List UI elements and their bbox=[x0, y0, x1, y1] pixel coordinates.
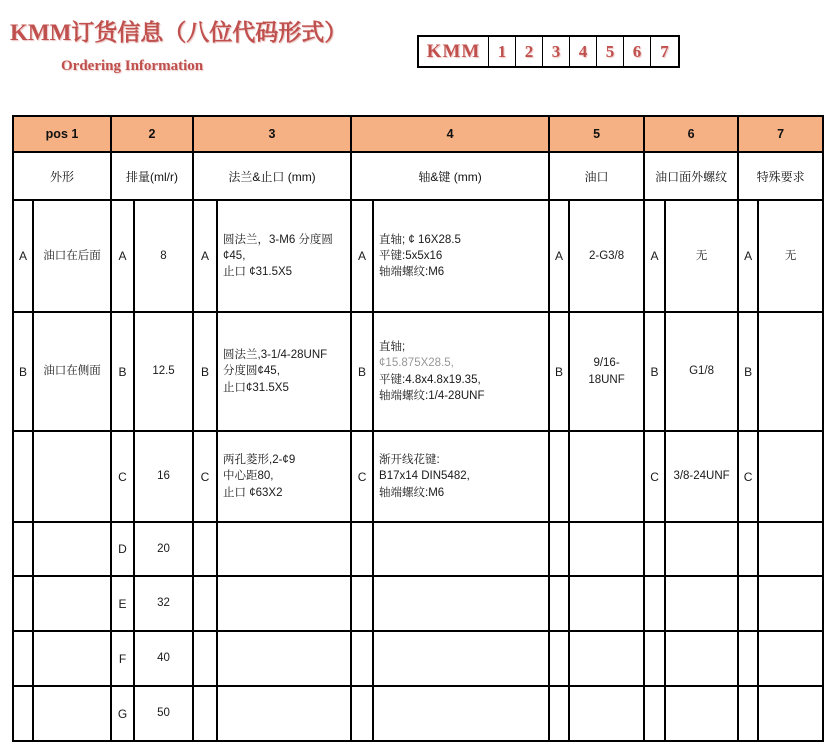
table-row bbox=[13, 522, 823, 576]
row-code-cell bbox=[193, 522, 217, 576]
row-value-cell bbox=[217, 200, 351, 312]
row-value-cell bbox=[33, 200, 111, 312]
row-code-cell: A bbox=[111, 200, 134, 312]
row-code-cell bbox=[351, 576, 373, 631]
row-value-cell bbox=[758, 312, 823, 431]
table-row bbox=[13, 631, 823, 686]
label-header-cell-3: 法兰&止口 (mm) bbox=[193, 152, 351, 200]
row-value-cell bbox=[134, 686, 193, 741]
row-code-cell: B bbox=[644, 312, 665, 431]
cell-text-line: 40 bbox=[157, 652, 170, 665]
row-value-cell bbox=[134, 522, 193, 576]
label-header-cell-7: 特殊要求 bbox=[738, 152, 823, 200]
row-code-cell: B bbox=[549, 312, 569, 431]
row-code-cell: A bbox=[193, 200, 217, 312]
cell-text-line: ¢15.875X28.5, bbox=[379, 357, 454, 370]
row-value-cell bbox=[665, 631, 738, 686]
order-code-digit-2: 2 bbox=[516, 37, 543, 66]
row-code-cell bbox=[13, 431, 33, 522]
pos-header-cell-4: 4 bbox=[351, 116, 549, 152]
order-code-prefix: KMM bbox=[419, 37, 489, 66]
cell-text-line: 无 bbox=[695, 249, 708, 262]
row-code-cell bbox=[13, 631, 33, 686]
row-code-cell: C bbox=[111, 431, 134, 522]
row-value-cell bbox=[569, 631, 644, 686]
row-value-cell bbox=[665, 686, 738, 741]
row-value-cell bbox=[134, 631, 193, 686]
row-code-cell bbox=[13, 576, 33, 631]
row-code-cell: C bbox=[193, 431, 217, 522]
pos-header-cell-5: 5 bbox=[549, 116, 644, 152]
row-code-cell: D bbox=[111, 522, 134, 576]
label-header-cell-6: 油口面外螺纹 bbox=[644, 152, 738, 200]
row-value-cell bbox=[33, 522, 111, 576]
label-header-cell-2: 排量(ml/r) bbox=[111, 152, 193, 200]
row-value-cell bbox=[569, 686, 644, 741]
row-code-cell: B bbox=[193, 312, 217, 431]
pos-header-cell-7: 7 bbox=[738, 116, 823, 152]
row-value-cell bbox=[569, 431, 644, 522]
row-value-cell bbox=[758, 431, 823, 522]
row-code-cell bbox=[644, 686, 665, 741]
row-code-cell: A bbox=[351, 200, 373, 312]
row-code-cell bbox=[738, 576, 758, 631]
pos-header-cell-1: pos 1 bbox=[13, 116, 111, 152]
row-code-cell: F bbox=[111, 631, 134, 686]
cell-text-line: 油口在后面 bbox=[43, 249, 101, 262]
row-code-cell bbox=[738, 686, 758, 741]
order-code-digit-5: 5 bbox=[597, 37, 624, 66]
ordering-table bbox=[12, 115, 824, 742]
row-value-cell bbox=[33, 576, 111, 631]
table-row bbox=[13, 686, 823, 741]
row-value-cell bbox=[665, 431, 738, 522]
row-code-cell bbox=[549, 686, 569, 741]
row-code-cell bbox=[193, 576, 217, 631]
row-code-cell bbox=[549, 576, 569, 631]
cell-text-line: 中心距80, bbox=[223, 470, 274, 483]
cell-text-line: 8 bbox=[160, 249, 167, 262]
row-code-cell bbox=[351, 522, 373, 576]
row-value-cell bbox=[134, 200, 193, 312]
row-value-cell bbox=[33, 431, 111, 522]
cell-text-line: 16 bbox=[157, 470, 170, 483]
cell-text-line: 3/8-24UNF bbox=[673, 470, 730, 483]
page-title: KMM订货信息（八位代码形式） bbox=[10, 20, 348, 45]
row-code-cell: A bbox=[738, 200, 758, 312]
row-value-cell bbox=[665, 200, 738, 312]
cell-text-line: 直轴; bbox=[379, 341, 406, 354]
label-header-row bbox=[13, 152, 823, 200]
table-row bbox=[13, 200, 823, 312]
row-value-cell bbox=[217, 686, 351, 741]
row-code-cell: C bbox=[351, 431, 373, 522]
row-code-cell: E bbox=[111, 576, 134, 631]
cell-text-line: 12.5 bbox=[152, 365, 175, 378]
cell-text-line: 9/16- bbox=[593, 357, 620, 370]
row-code-cell: B bbox=[738, 312, 758, 431]
cell-text-line: 20 bbox=[157, 542, 170, 555]
row-code-cell: A bbox=[13, 200, 33, 312]
page-subtitle: Ordering Information bbox=[61, 58, 204, 74]
row-value-cell bbox=[758, 522, 823, 576]
row-value-cell bbox=[758, 576, 823, 631]
row-value-cell bbox=[217, 312, 351, 431]
row-code-cell: B bbox=[111, 312, 134, 431]
row-value-cell bbox=[758, 631, 823, 686]
row-code-cell bbox=[193, 686, 217, 741]
row-value-cell bbox=[217, 576, 351, 631]
row-value-cell bbox=[665, 576, 738, 631]
pos-header-cell-3: 3 bbox=[193, 116, 351, 152]
row-value-cell bbox=[373, 686, 549, 741]
row-value-cell bbox=[33, 686, 111, 741]
row-code-cell bbox=[738, 631, 758, 686]
cell-text-line: 轴端螺纹:M6 bbox=[379, 486, 445, 499]
row-value-cell bbox=[569, 576, 644, 631]
cell-text-line: 止口¢31.5X5 bbox=[223, 381, 289, 394]
pos-header-cell-6: 6 bbox=[644, 116, 738, 152]
row-value-cell bbox=[569, 312, 644, 431]
order-code-digit-3: 3 bbox=[543, 37, 570, 66]
pos-header-cell-2: 2 bbox=[111, 116, 193, 152]
row-value-cell bbox=[134, 431, 193, 522]
table-row bbox=[13, 431, 823, 522]
row-code-cell bbox=[549, 631, 569, 686]
row-code-cell bbox=[549, 431, 569, 522]
row-code-cell bbox=[13, 686, 33, 741]
row-value-cell bbox=[373, 431, 549, 522]
row-value-cell bbox=[373, 576, 549, 631]
cell-text-line: B17x14 DIN5482, bbox=[379, 470, 470, 483]
row-code-cell: B bbox=[351, 312, 373, 431]
order-code-digit-7: 7 bbox=[660, 41, 669, 61]
row-value-cell bbox=[217, 431, 351, 522]
row-code-cell bbox=[549, 522, 569, 576]
row-value-cell bbox=[569, 522, 644, 576]
cell-text-line: 两孔菱形,2-¢9 bbox=[223, 454, 296, 467]
row-value-cell bbox=[758, 200, 823, 312]
table-row bbox=[13, 576, 823, 631]
cell-text-line: 无 bbox=[784, 249, 797, 262]
row-value-cell bbox=[33, 631, 111, 686]
row-value-cell bbox=[665, 522, 738, 576]
row-value-cell bbox=[373, 312, 549, 431]
cell-text-line: 轴端螺纹:1/4-28UNF bbox=[379, 389, 485, 402]
row-code-cell: A bbox=[644, 200, 665, 312]
row-code-cell bbox=[351, 686, 373, 741]
row-code-cell: A bbox=[549, 200, 569, 312]
label-header-cell-1: 外形 bbox=[13, 152, 111, 200]
row-value-cell bbox=[373, 522, 549, 576]
order-code-digit-6: 6 bbox=[624, 37, 651, 66]
cell-text-line: 轴端螺纹:M6 bbox=[379, 266, 445, 279]
cell-text-line: 50 bbox=[157, 707, 170, 720]
cell-text-line: 32 bbox=[157, 597, 170, 610]
row-value-cell bbox=[33, 312, 111, 431]
row-value-cell bbox=[758, 686, 823, 741]
row-value-cell bbox=[569, 200, 644, 312]
label-header-cell-4: 轴&键 (mm) bbox=[351, 152, 549, 200]
cell-text-line: 18UNF bbox=[588, 373, 625, 386]
row-value-cell bbox=[373, 200, 549, 312]
table-row bbox=[13, 312, 823, 431]
cell-text-line: ¢45, bbox=[223, 249, 246, 262]
label-header-cell-5: 油口 bbox=[549, 152, 644, 200]
cell-text-line: 止口 ¢63X2 bbox=[223, 486, 283, 499]
row-code-cell bbox=[351, 631, 373, 686]
row-code-cell: G bbox=[111, 686, 134, 741]
row-code-cell bbox=[13, 522, 33, 576]
row-value-cell bbox=[217, 522, 351, 576]
row-value-cell bbox=[217, 631, 351, 686]
cell-text-line: 渐开线花键: bbox=[379, 454, 440, 467]
row-value-cell bbox=[373, 631, 549, 686]
order-code-digit-4: 4 bbox=[570, 37, 597, 66]
row-code-cell bbox=[738, 522, 758, 576]
cell-text-line: 油口在侧面 bbox=[43, 365, 101, 378]
pos-header-row bbox=[13, 116, 823, 152]
row-code-cell: B bbox=[13, 312, 33, 431]
row-code-cell bbox=[644, 576, 665, 631]
row-code-cell: C bbox=[738, 431, 758, 522]
cell-text-line: G1/8 bbox=[689, 365, 715, 378]
cell-text-line: 止口 ¢31.5X5 bbox=[223, 266, 293, 279]
row-value-cell bbox=[665, 312, 738, 431]
row-code-cell bbox=[644, 631, 665, 686]
cell-text-line: 圆法兰,3-1/4-28UNF bbox=[223, 349, 328, 362]
ordering-table-body bbox=[13, 200, 823, 741]
cell-text-line: 2-G3/8 bbox=[588, 249, 625, 262]
row-code-cell bbox=[193, 631, 217, 686]
order-code-digit-1: 1 bbox=[489, 37, 516, 66]
cell-text-line: 平键:4.8x4.8x19.35, bbox=[379, 373, 481, 386]
cell-text-line: 直轴; ¢ 16X28.5 bbox=[379, 233, 461, 246]
cell-text-line: 平键:5x5x16 bbox=[379, 249, 443, 262]
row-code-cell: C bbox=[644, 431, 665, 522]
row-value-cell bbox=[134, 312, 193, 431]
row-value-cell bbox=[134, 576, 193, 631]
cell-text-line: 圆法兰，3-M6 分度圆 bbox=[223, 233, 333, 246]
cell-text-line: 分度圆¢45, bbox=[223, 365, 280, 378]
order-code-box bbox=[417, 35, 680, 68]
row-code-cell bbox=[644, 522, 665, 576]
